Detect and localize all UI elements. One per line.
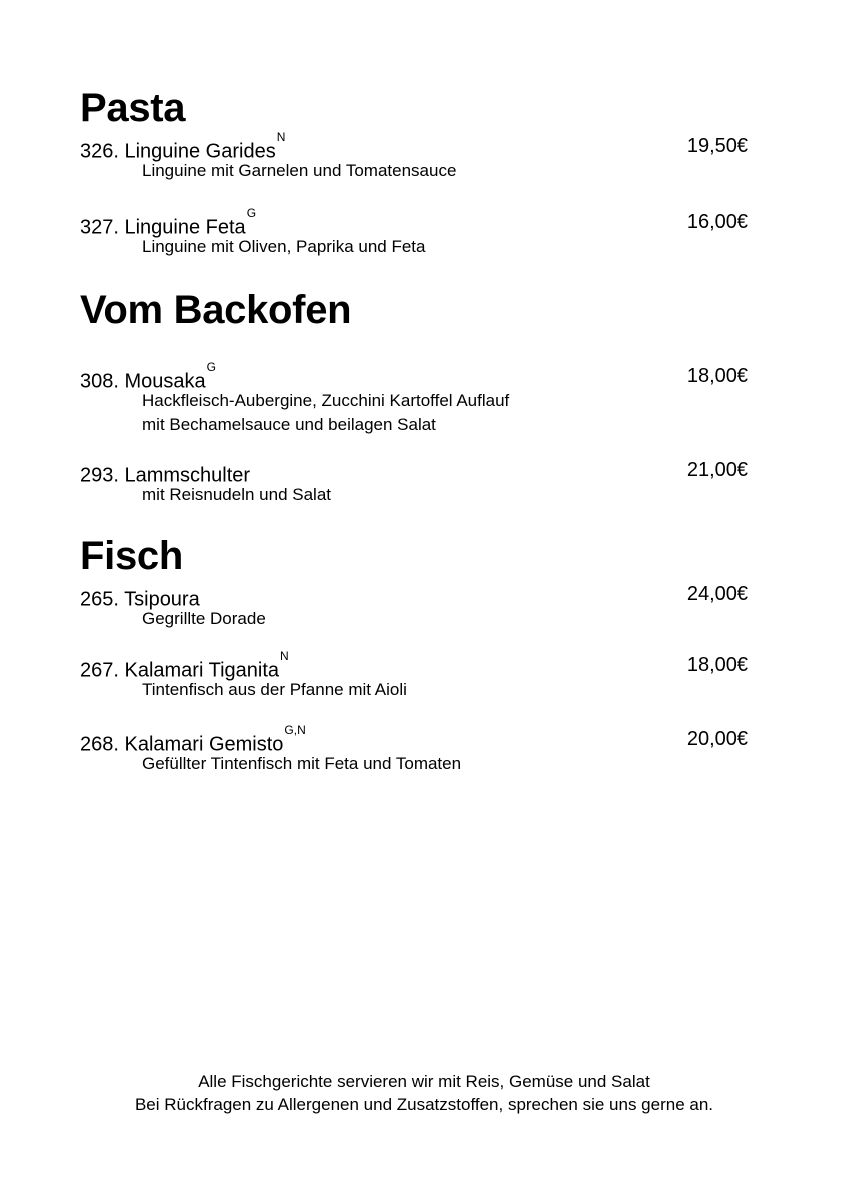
menu-item-price: 18,00€ — [686, 654, 748, 676]
menu-item-price: 16,00€ — [686, 211, 748, 233]
allergen-marker: N — [276, 130, 286, 144]
menu-item — [80, 130, 750, 183]
menu-item-name: 268. Kalamari Gemisto — [80, 733, 284, 756]
menu-item-name-wrap — [80, 649, 289, 684]
menu-item-name: 293. Lammschulter — [80, 464, 251, 487]
menu-item-price: 20,00€ — [686, 728, 748, 750]
menu-item-description: Gegrillte Dorade — [142, 609, 266, 628]
menu-item-name-wrap — [80, 457, 251, 489]
menu-item-name-wrap — [80, 206, 257, 241]
menu-item-price: 24,00€ — [686, 583, 748, 605]
allergen-marker: N — [280, 649, 289, 663]
menu-item-description: Linguine mit Oliven, Paprika und Feta — [142, 237, 426, 256]
section-title-fisch: Fisch — [80, 534, 183, 578]
menu-item-name: 308. Mousaka — [80, 370, 206, 393]
menu-item-price: 21,00€ — [686, 459, 748, 481]
menu-item-name: 326. Linguine Garides — [80, 140, 276, 163]
footer-line-side-dishes: Alle Fischgerichte servieren wir mit Reis, Gemüse und Salat — [198, 1072, 650, 1091]
allergen-marker: G — [246, 206, 257, 220]
menu-item-header — [80, 130, 750, 163]
menu-item-name-wrap — [80, 130, 286, 165]
menu-item-name: 265. Tsipoura — [80, 588, 200, 611]
menu-item — [80, 457, 750, 507]
section-title-vom-backofen: Vom Backofen — [80, 288, 352, 332]
menu-item-header — [80, 457, 750, 487]
menu-item-description: Tintenfisch aus der Pfanne mit Aioli — [142, 680, 407, 699]
menu-item-header — [80, 206, 750, 239]
menu-item-description: Hackfleisch-Aubergine, Zucchini Kartoffel Auflauf — [142, 391, 510, 410]
menu-item-header — [80, 581, 750, 611]
menu-item-description: Gefüllter Tintenfisch mit Feta und Tomaten — [142, 754, 462, 773]
footer-line-allergens: Bei Rückfragen zu Allergenen und Zusatzstoffen, sprechen sie uns gerne an. — [134, 1095, 714, 1114]
menu-item-price: 18,00€ — [686, 365, 748, 387]
menu-item-description: mit Reisnudeln und Salat — [142, 485, 332, 504]
menu-item — [80, 723, 750, 776]
menu-item — [80, 649, 750, 702]
menu-item-name-wrap — [80, 723, 306, 758]
menu-item — [80, 206, 750, 259]
footer-note — [0, 1070, 848, 1116]
menu-item-description: Linguine mit Garnelen und Tomatensauce — [142, 161, 457, 180]
menu-item-description: mit Bechamelsauce und beilagen Salat — [142, 415, 436, 434]
allergen-marker: G,N — [284, 723, 306, 737]
menu-item-name: 267. Kalamari Tiganita — [80, 659, 280, 682]
section-title-pasta: Pasta — [80, 86, 186, 130]
menu-item-price: 19,50€ — [686, 135, 748, 157]
menu-item-name-wrap — [80, 360, 216, 395]
menu-item-name-wrap — [80, 581, 201, 613]
menu-item-header — [80, 649, 750, 682]
menu-item-header — [80, 360, 750, 393]
menu-item — [80, 581, 750, 631]
menu-item-header — [80, 723, 750, 756]
menu-item-name: 327. Linguine Feta — [80, 216, 246, 239]
allergen-marker: G — [206, 360, 216, 374]
menu-item — [80, 360, 750, 437]
